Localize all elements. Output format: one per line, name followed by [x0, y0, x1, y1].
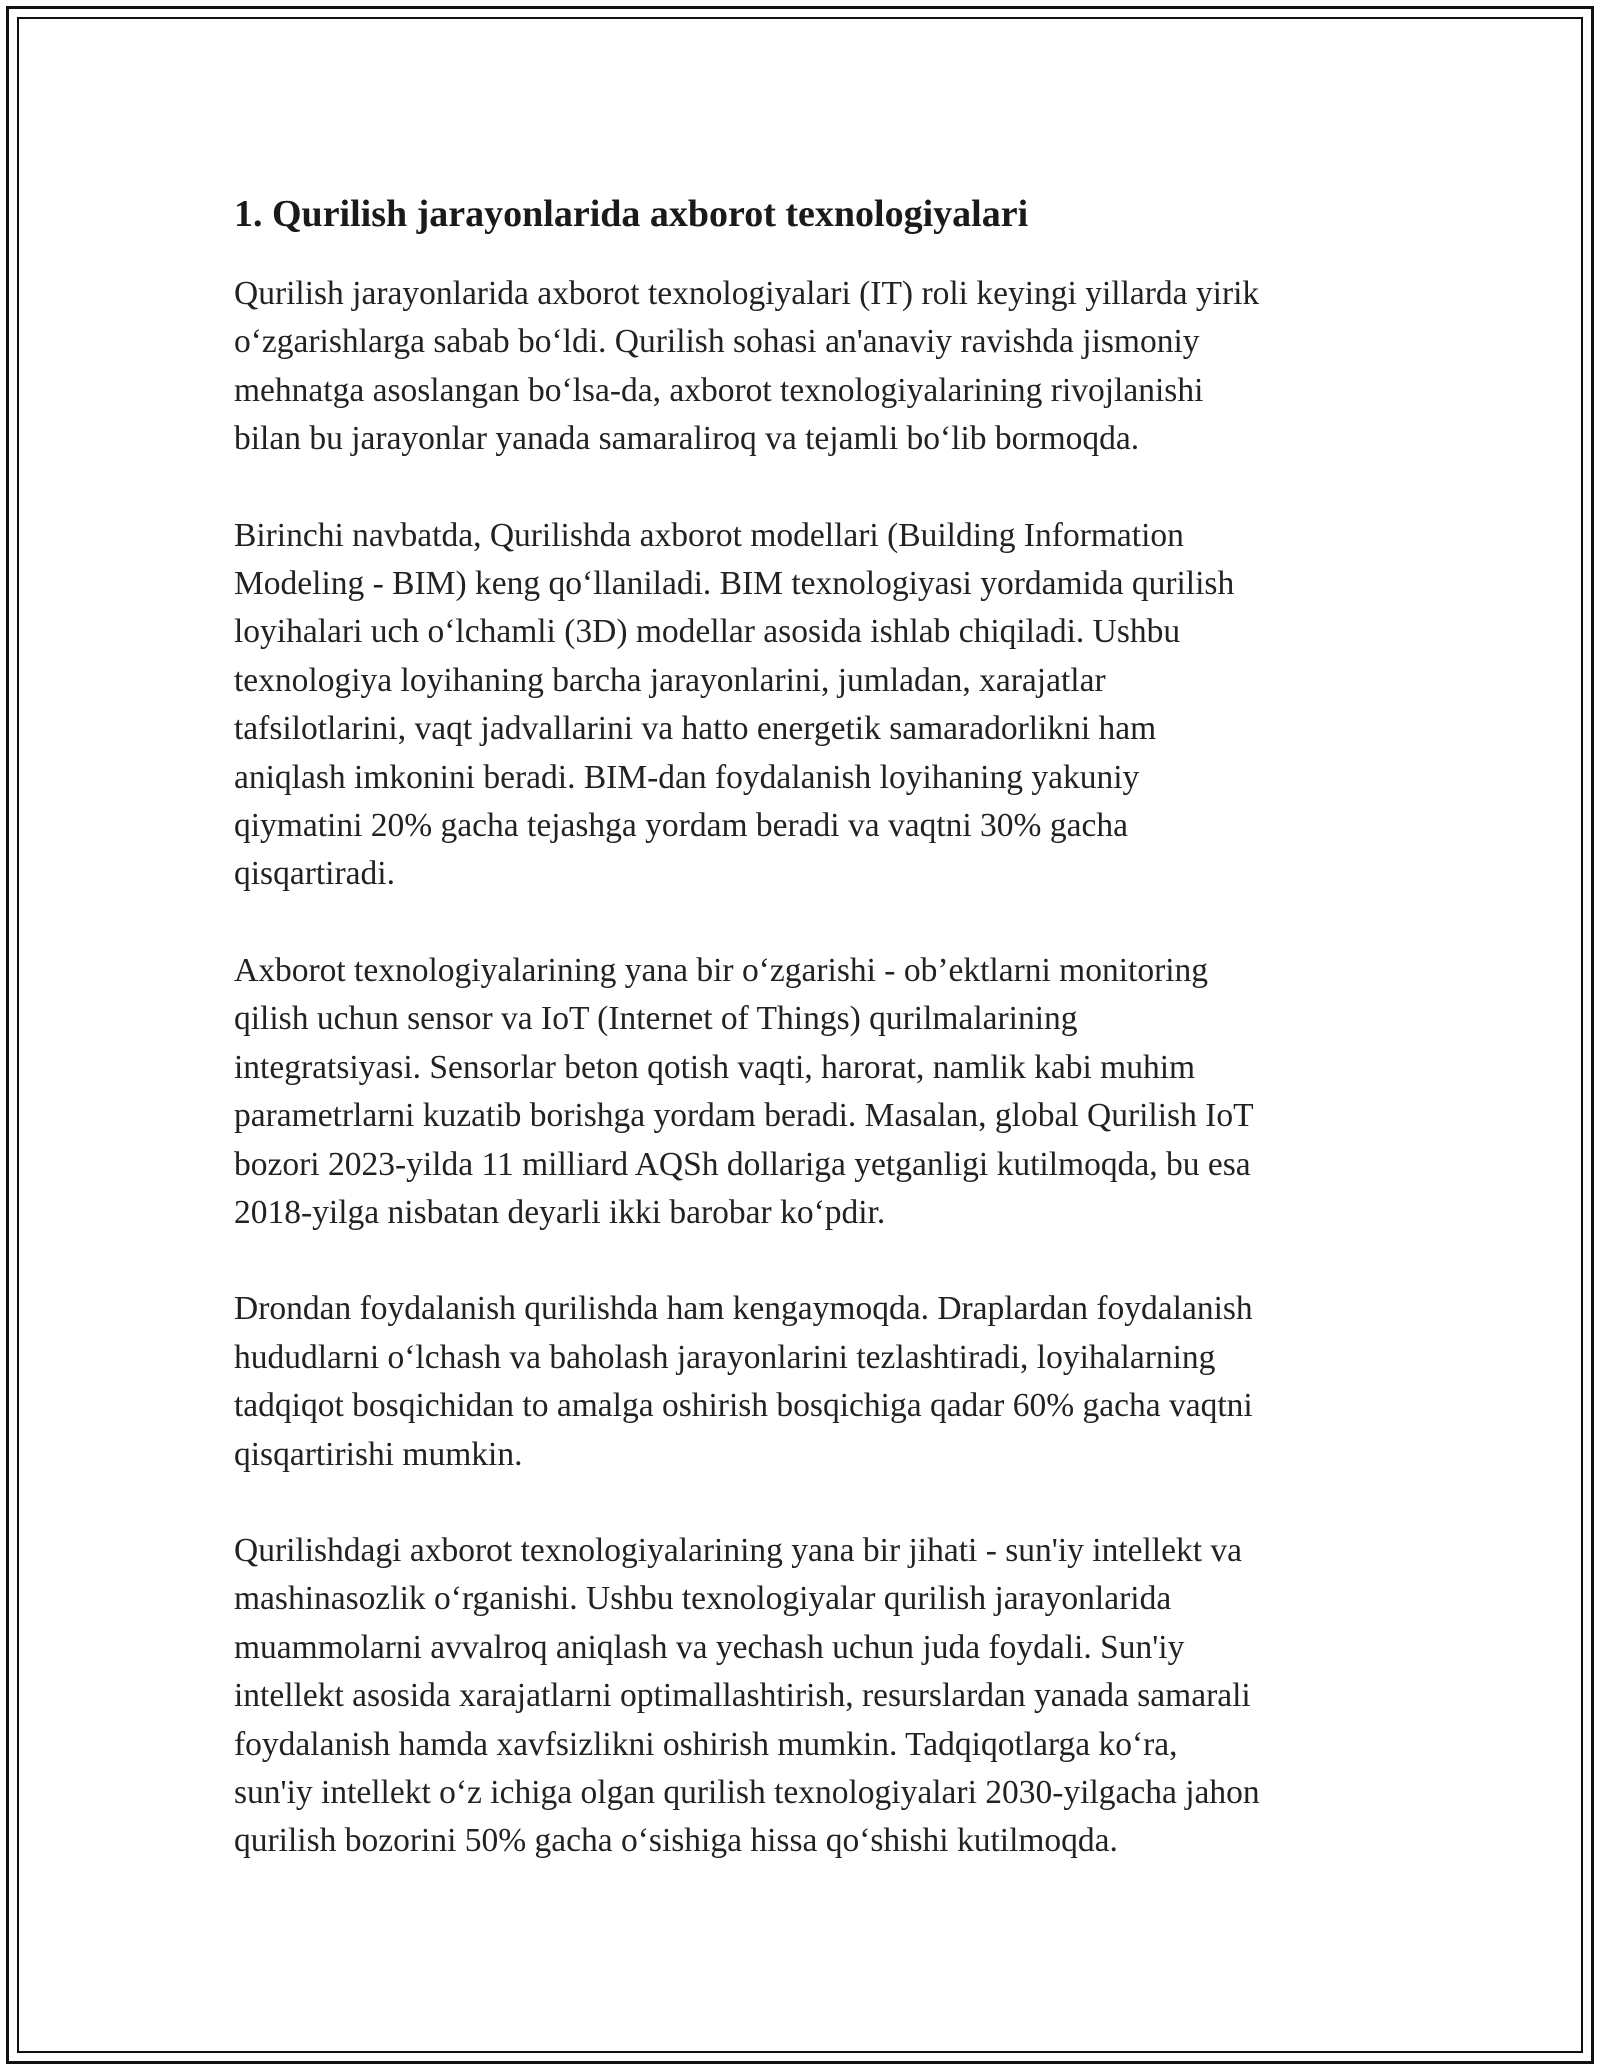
- document-body: [234, 186, 1374, 1914]
- paragraph-drones: Drondan foydalanish qurilishda ham kengaymoqda. Draplardan foydalanish hududlarni o‘lchash va baholash jarayonlarini tezlashtiradi, loyihalarning tadqiqot bosqichidan to amalga oshirish bosqichiga qadar 60% gacha vaqtni qisqartirishi mumkin.: [234, 1290, 1253, 1473]
- paragraph-bim: Birinchi navbatda, Qurilishda axborot modellari (Building Information Modeling - BIM) keng qo‘llaniladi. BIM texnologiyasi yordamida qurilish loyihalari uch o‘lchamli (3D) modellar asosida ishlab chiqiladi. Ushbu texnologiya loyihaning barcha jarayonlarini, jumladan, xarajatlar tafsilotlarini, vaqt jadvallarini va hatto energetik samaradorlikni ham aniqlash imkonini beradi. BIM-dan foydalanish loyihaning yakuniy qiymatini 20% gacha tejashga yordam beradi va vaqtni 30% gacha qisqartiradi.: [234, 516, 1235, 893]
- paragraph-ai: Qurilishdagi axborot texnologiyalarining yana bir jihati - sun'iy intellekt va mashinasozlik o‘rganishi. Ushbu texnologiyalar qurilish jarayonlarida muammolarni avvalroq aniqlash va yechash uchun juda foydali. Sun'iy intellekt asosida xarajatlarni optimallashtirish, resurslardan yanada samarali foydalanish hamda xavfsizlikni oshirish mumkin. Tadqiqotlarga ko‘ra, sun'iy intellekt o‘z ichiga olgan qurilish texnologiyalari 2030-yilgacha jahon qurilish bozorini 50% gacha o‘sishiga hissa qo‘shishi kutilmoqda.: [234, 1531, 1260, 1860]
- paragraph-iot-sensors: Axborot texnologiyalarining yana bir o‘zgarishi - ob’ektlarni monitoring qilish uchun sensor va IoT (Internet of Things) qurilmalarining integratsiyasi. Sensorlar beton qotish vaqti, harorat, namlik kabi muhim parametrlarni kuzatib borishga yordam beradi. Masalan, global Qurilish IoT bozori 2023-yilda 11 milliard AQSh dollariga yetganligi kutilmoqda, bu esa 2018-yilga nisbatan deyarli ikki barobar ko‘pdir.: [234, 951, 1254, 1231]
- document-title: 1. Qurilish jarayonlarida axborot texnologiyalari: [234, 193, 1029, 235]
- paragraph-it-role: Qurilish jarayonlarida axborot texnologiyalari (IT) roli keyingi yillarda yirik o‘zgarishlarga sabab bo‘ldi. Qurilish sohasi an'anaviy ravishda jismoniy mehnatga asoslangan bo‘lsa-da, axborot texnologiyalarining rivojlanishi bilan bu jarayonlar yanada samaraliroq va tejamli bo‘lib bormoqda.: [234, 275, 1260, 458]
